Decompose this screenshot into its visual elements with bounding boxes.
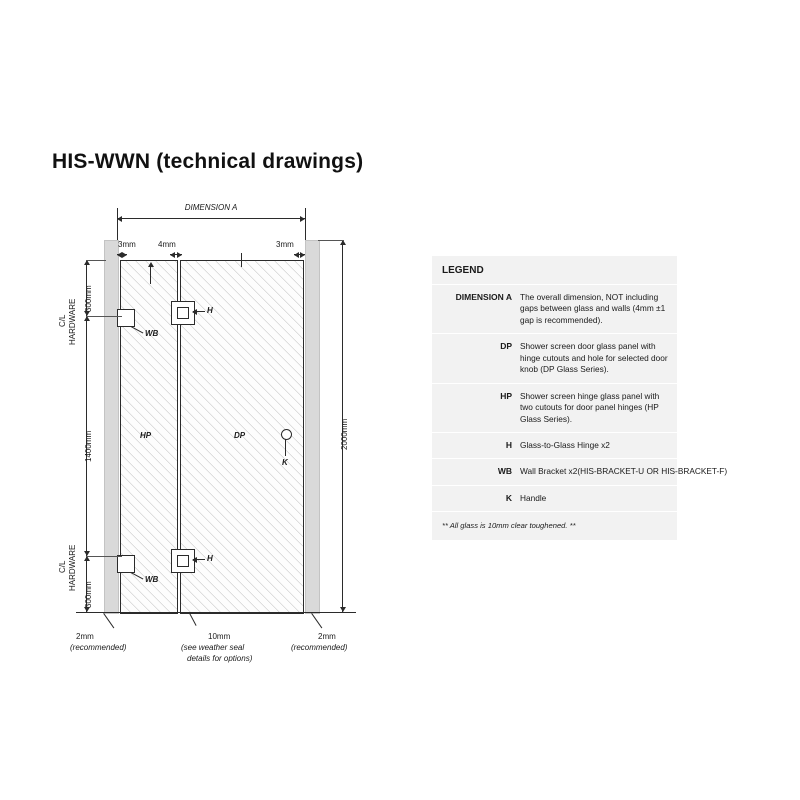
- dimension-a-label: DIMENSION A: [184, 203, 238, 212]
- legend-desc-dimension-a: The overall dimension, NOT including gaps between glass and walls (4mm ±1 gap is recommended).: [520, 292, 666, 325]
- bottom-center-note-2: details for options): [187, 654, 253, 663]
- dim-1400-label: 1400mm: [84, 430, 93, 462]
- tick-line-hp: [150, 266, 151, 284]
- legend-key-wb: WB: [497, 466, 512, 477]
- legend-row-dimension-a: [432, 285, 677, 334]
- page-title: HIS-WWN (technical drawings): [52, 150, 364, 173]
- panel-dp-label: DP: [234, 431, 246, 440]
- legend-key-h: H: [505, 439, 512, 450]
- bottom-right-note: (recommended): [291, 643, 348, 652]
- legend-desc-dp: Shower screen door glass panel with hinge cutouts and hole for selected door knob (DP Glass Series).: [520, 341, 668, 375]
- dim-300-top-label: 300mm: [84, 285, 93, 312]
- gap-right-label: 3mm: [276, 240, 294, 249]
- bottom-right-value: 2mm: [318, 632, 336, 641]
- cl-leader-topend: [86, 260, 106, 261]
- dim-2000-ext-top: [318, 240, 344, 241]
- legend-desc-k: Handle: [520, 492, 547, 503]
- hinge-bottom-inner: [177, 555, 189, 567]
- bottom-center-value: 10mm: [208, 632, 231, 641]
- wall-right: [305, 240, 320, 614]
- legend-desc-h: Glass-to-Glass Hinge x2: [520, 439, 610, 450]
- legend-row-k: [432, 486, 677, 512]
- legend-row-dp: [432, 334, 677, 383]
- tick-up-hp-icon: [148, 262, 154, 267]
- wall-bracket-top-label: WB: [145, 329, 159, 338]
- bottom-left-value: 2mm: [76, 632, 94, 641]
- bottom-left-note: (recommended): [70, 643, 127, 652]
- dimension-a-arrow: [117, 218, 305, 219]
- wall-bracket-bottom: [117, 555, 135, 573]
- gap-mid-label: 4mm: [158, 240, 176, 249]
- legend-desc-hp: Shower screen hinge glass panel with two cutouts for door panel hinges (HP Glass Series).: [520, 390, 660, 424]
- legend-desc-wb: Wall Bracket x2(HIS-BRACKET-U OR HIS-BRACKET-F): [520, 466, 728, 477]
- hinge-top-label: H: [207, 306, 213, 315]
- gap-right-arrow: [294, 254, 305, 255]
- hinge-top-inner: [177, 307, 189, 319]
- handle-knob: [281, 429, 292, 440]
- panel-hp-label: HP: [140, 431, 152, 440]
- legend-key-dp: DP: [500, 341, 512, 352]
- legend-panel: [432, 256, 728, 540]
- handle-label: K: [282, 458, 288, 467]
- gap-left-arrow: [117, 254, 127, 255]
- cl-hardware-bottom-line1: C/L: [58, 560, 67, 573]
- dim-300-bottom-label: 300mm: [84, 581, 93, 608]
- dim-2000-label: 2000mm: [340, 418, 349, 450]
- hinge-top-arrow-icon: [192, 309, 197, 315]
- cl-hardware-top-line1: C/L: [58, 314, 67, 327]
- wall-bracket-bottom-label: WB: [145, 575, 159, 584]
- cl-leader-top: [86, 316, 122, 317]
- hinge-bottom-arrow-icon: [192, 557, 197, 563]
- legend-key-dimension-a: DIMENSION A: [455, 292, 512, 302]
- bottom-center-leader: [189, 613, 196, 626]
- bottom-right-leader: [311, 613, 322, 628]
- gap-mid-arrow: [170, 254, 182, 255]
- legend-title: LEGEND: [432, 256, 677, 285]
- tick-line-dp: [241, 253, 242, 267]
- wall-bracket-top: [117, 309, 135, 327]
- cl-hardware-bottom-line2: HARDWARE: [68, 544, 77, 591]
- cl-hardware-top-line2: HARDWARE: [68, 298, 77, 345]
- cl-leader-bottom: [86, 556, 122, 557]
- gap-left-label: 3mm: [118, 240, 136, 249]
- legend-key-k: K: [505, 492, 512, 503]
- legend-key-hp: HP: [500, 390, 512, 401]
- legend-row-h: [432, 433, 677, 459]
- bottom-left-leader: [103, 613, 114, 628]
- legend-note: ** All glass is 10mm clear toughened. **: [442, 521, 576, 531]
- legend-row-wb: [432, 459, 728, 485]
- handle-leader: [285, 439, 286, 456]
- bottom-center-note-1: (see weather seal: [181, 643, 245, 652]
- floor-line: [76, 612, 356, 613]
- hinge-bottom-label: H: [207, 554, 213, 563]
- legend-row-hp: [432, 384, 677, 433]
